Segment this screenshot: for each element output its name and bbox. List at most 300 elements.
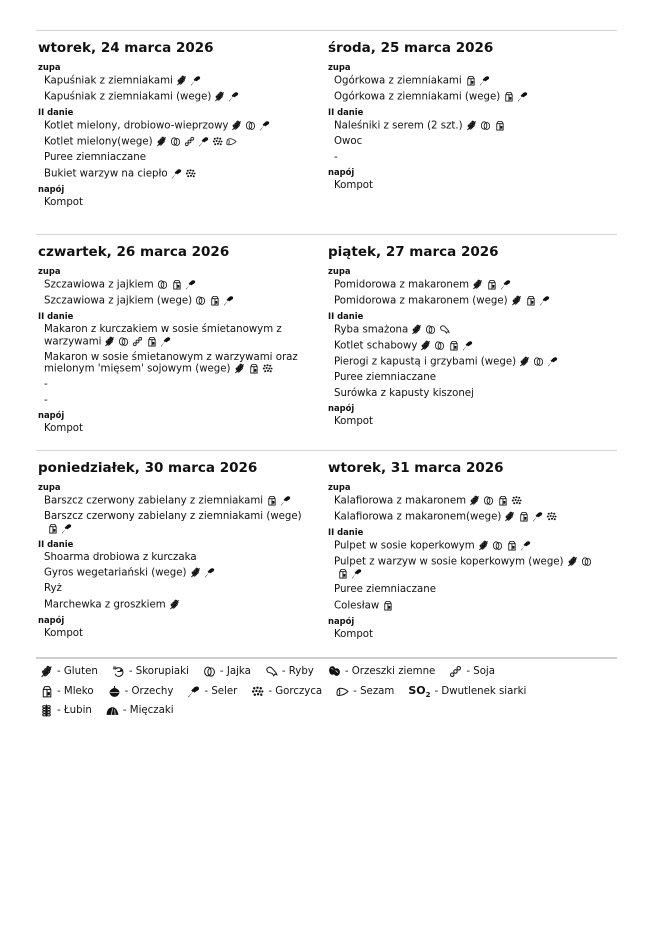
dish-item bbox=[328, 120, 596, 132]
jajka-allergen-icon bbox=[245, 120, 256, 131]
section-label: II danie bbox=[328, 107, 364, 117]
seler-icon-glyph bbox=[204, 567, 215, 578]
gluten-allergen-icon bbox=[40, 665, 53, 678]
jajka-allergen-icon bbox=[492, 540, 503, 551]
day-title: piątek, 27 marca 2026 bbox=[328, 244, 499, 260]
dish-item bbox=[328, 556, 596, 580]
gorczyca-icon-glyph bbox=[546, 511, 557, 522]
section-label: II danie bbox=[328, 527, 364, 537]
mleko-icon-glyph bbox=[171, 279, 182, 290]
seler-allergen-icon bbox=[532, 511, 543, 522]
legend-label: - Łubin bbox=[57, 705, 92, 717]
dish-name: Kompot bbox=[334, 628, 374, 640]
gluten-icon-glyph bbox=[40, 665, 53, 678]
mleko-icon-glyph bbox=[503, 91, 514, 102]
gluten-allergen-icon bbox=[519, 356, 530, 367]
dish-name: Kompot bbox=[44, 627, 84, 639]
dish-name: Surówka z kapusty kiszonej bbox=[334, 387, 474, 399]
legend-label: - Mięczaki bbox=[122, 705, 174, 717]
seler-icon-glyph bbox=[228, 91, 239, 102]
day-card bbox=[36, 460, 326, 657]
seler-icon-glyph bbox=[187, 685, 200, 698]
gluten-allergen-icon bbox=[214, 91, 225, 102]
dish-name: Kotlet mielony, drobiowo-wieprzowy bbox=[44, 120, 229, 132]
jajka-icon-glyph bbox=[195, 295, 206, 306]
gluten-allergen-icon bbox=[478, 540, 489, 551]
gluten-icon-glyph bbox=[466, 120, 477, 131]
dish-item bbox=[38, 91, 306, 103]
dish-item bbox=[328, 136, 596, 148]
skorupiaki-icon-glyph bbox=[112, 665, 125, 678]
ryby-icon-glyph bbox=[439, 324, 450, 335]
day-title: wtorek, 31 marca 2026 bbox=[328, 460, 504, 476]
dish-name: Kompot bbox=[334, 416, 374, 427]
dish-item bbox=[38, 511, 306, 535]
dish-name: Ogórkowa z ziemniakami bbox=[334, 75, 462, 87]
seler-icon-glyph bbox=[160, 336, 171, 347]
week-row bbox=[36, 450, 617, 659]
day-title: poniedziałek, 30 marca 2026 bbox=[38, 460, 258, 476]
soja-icon-glyph bbox=[449, 665, 462, 678]
dish-item bbox=[38, 423, 306, 435]
seler-allergen-icon bbox=[462, 340, 473, 351]
jajka-icon-glyph bbox=[492, 540, 503, 551]
legend-label: - Soja bbox=[466, 666, 495, 678]
gluten-icon-glyph bbox=[504, 511, 515, 522]
legend-item-jajka bbox=[203, 665, 251, 678]
gorczyca-icon-glyph bbox=[185, 168, 196, 179]
gorczyca-allergen-icon bbox=[546, 511, 557, 522]
dish-item bbox=[328, 372, 596, 384]
jajka-icon-glyph bbox=[170, 136, 181, 147]
week-row bbox=[36, 234, 617, 450]
seler-allergen-icon bbox=[228, 91, 239, 102]
dish-item bbox=[38, 120, 306, 132]
section-label: zupa bbox=[328, 62, 351, 72]
gluten-allergen-icon bbox=[504, 511, 515, 522]
allergen-legend bbox=[40, 662, 600, 721]
gluten-allergen-icon bbox=[231, 120, 242, 131]
menu-page bbox=[36, 30, 617, 659]
jajka-icon-glyph bbox=[203, 665, 216, 678]
seler-allergen-icon bbox=[185, 279, 196, 290]
soja-allergen-icon bbox=[132, 336, 143, 347]
seler-allergen-icon bbox=[539, 295, 550, 306]
seler-icon-glyph bbox=[539, 295, 550, 306]
seler-allergen-icon bbox=[61, 523, 72, 534]
so2-icon bbox=[408, 684, 430, 699]
dish-name: Kompot bbox=[44, 423, 84, 434]
dish-item bbox=[38, 279, 306, 291]
legend-label: - Gorczyca bbox=[268, 685, 323, 697]
gorczyca-allergen-icon bbox=[511, 495, 522, 506]
jajka-icon-glyph bbox=[245, 120, 256, 131]
jajka-icon-glyph bbox=[483, 495, 494, 506]
legend-label: - Orzeszki ziemne bbox=[344, 666, 436, 678]
seler-icon-glyph bbox=[259, 120, 270, 131]
gluten-icon-glyph bbox=[420, 340, 431, 351]
gluten-icon-glyph bbox=[156, 136, 167, 147]
dish-name: Kotlet schabowy bbox=[334, 340, 418, 352]
dish-item bbox=[328, 388, 596, 400]
dish-name: - bbox=[44, 394, 48, 406]
legend-label: - Skorupiaki bbox=[128, 666, 189, 678]
legend-item-skorupiaki bbox=[112, 665, 189, 678]
jajka-allergen-icon bbox=[157, 279, 168, 290]
legend-label: - Dwutlenek siarki bbox=[434, 685, 527, 697]
dish-item bbox=[38, 628, 306, 640]
section-label: napój bbox=[38, 183, 65, 194]
gluten-icon-glyph bbox=[214, 91, 225, 102]
soja-allergen-icon bbox=[184, 136, 195, 147]
dish-item bbox=[38, 152, 306, 164]
seler-icon-glyph bbox=[532, 511, 543, 522]
orzechy-icon-glyph bbox=[108, 685, 121, 698]
dish-item bbox=[38, 168, 306, 180]
dish-name: Szczawiowa z jajkiem (wege) bbox=[44, 295, 193, 307]
seler-icon-glyph bbox=[190, 75, 201, 86]
sezam-icon-glyph bbox=[336, 685, 349, 698]
mleko-allergen-icon bbox=[518, 511, 529, 522]
mieczaki-icon-glyph bbox=[106, 704, 119, 717]
gluten-icon-glyph bbox=[478, 540, 489, 551]
gluten-icon-glyph bbox=[169, 599, 180, 610]
soja-icon-glyph bbox=[184, 136, 195, 147]
mleko-icon-glyph bbox=[506, 540, 517, 551]
gluten-icon-glyph bbox=[472, 279, 483, 290]
legend-item-orzechy bbox=[108, 685, 174, 698]
legend-item-mleko bbox=[40, 685, 94, 698]
dish-item bbox=[38, 583, 306, 595]
gluten-allergen-icon bbox=[104, 336, 115, 347]
section-label: napój bbox=[38, 614, 65, 625]
gluten-allergen-icon bbox=[190, 567, 201, 578]
dish-item bbox=[38, 136, 306, 148]
legend-item-seler bbox=[187, 685, 237, 698]
legend-row bbox=[40, 701, 600, 721]
day-card bbox=[326, 40, 616, 234]
legend-item-gorczyca bbox=[251, 685, 322, 698]
seler-icon-glyph bbox=[351, 568, 362, 579]
legend-label: - Orzechy bbox=[124, 685, 174, 697]
gorczyca-allergen-icon bbox=[212, 136, 223, 147]
section-label: napój bbox=[38, 410, 65, 420]
section-label: II danie bbox=[38, 107, 74, 117]
jajka-allergen-icon bbox=[118, 336, 129, 347]
section-label: zupa bbox=[328, 482, 351, 492]
dish-name: Naleśniki z serem (2 szt.) bbox=[334, 120, 463, 132]
gluten-icon-glyph bbox=[176, 75, 187, 86]
dish-item bbox=[38, 324, 306, 348]
jajka-allergen-icon bbox=[425, 324, 436, 335]
week-row bbox=[36, 30, 617, 234]
dish-name: - bbox=[44, 379, 48, 390]
dish-name: Pomidorowa z makaronem bbox=[334, 279, 470, 291]
mieczaki-allergen-icon bbox=[106, 704, 119, 717]
jajka-icon-glyph bbox=[157, 279, 168, 290]
jajka-icon-glyph bbox=[434, 340, 445, 351]
dish-name: Puree ziemniaczane bbox=[334, 372, 436, 383]
dish-name: Shoarma drobiowa z kurczaka bbox=[44, 551, 197, 563]
section-label: zupa bbox=[38, 266, 61, 276]
section-label: II danie bbox=[328, 311, 364, 321]
legend-label: - Ryby bbox=[281, 666, 314, 678]
legend-label: - Mleko bbox=[57, 685, 94, 697]
seler-allergen-icon bbox=[204, 567, 215, 578]
section-label: II danie bbox=[38, 311, 74, 321]
ryby-allergen-icon bbox=[439, 324, 450, 335]
seler-allergen-icon bbox=[547, 356, 558, 367]
section-label: zupa bbox=[38, 62, 61, 72]
seler-allergen-icon bbox=[198, 136, 209, 147]
gorczyca-allergen-icon bbox=[251, 685, 264, 698]
mleko-icon-glyph bbox=[494, 120, 505, 131]
ryby-allergen-icon bbox=[265, 665, 278, 678]
dish-item bbox=[328, 356, 596, 368]
dish-item bbox=[328, 511, 596, 523]
gorczyca-allergen-icon bbox=[262, 363, 273, 374]
legend-item-sezam bbox=[336, 685, 394, 698]
gluten-icon-glyph bbox=[567, 556, 578, 567]
dish-item bbox=[38, 395, 306, 407]
skorupiaki-allergen-icon bbox=[112, 665, 125, 678]
dish-item bbox=[328, 540, 596, 552]
jajka-icon-glyph bbox=[533, 356, 544, 367]
mleko-icon-glyph bbox=[248, 363, 259, 374]
jajka-icon-glyph bbox=[581, 556, 592, 567]
dish-name: Ryż bbox=[44, 583, 62, 594]
legend-label: - Seler bbox=[204, 685, 238, 697]
seler-icon-glyph bbox=[517, 91, 528, 102]
mleko-icon-glyph bbox=[448, 340, 459, 351]
gorczyca-icon-glyph bbox=[511, 495, 522, 506]
dish-item bbox=[38, 75, 306, 87]
lubin-allergen-icon bbox=[40, 704, 53, 717]
mleko-allergen-icon bbox=[486, 279, 497, 290]
seler-allergen-icon bbox=[187, 685, 200, 698]
gluten-allergen-icon bbox=[472, 279, 483, 290]
dish-name: Makaron w sosie śmietanowym z warzywami oraz mielonym 'mięsem' sojowym (wege) bbox=[44, 351, 298, 375]
dish-item bbox=[328, 180, 596, 192]
dish-item bbox=[328, 75, 596, 87]
dish-item bbox=[38, 197, 306, 209]
legend-label: - Sezam bbox=[353, 685, 395, 697]
seler-allergen-icon bbox=[520, 540, 531, 551]
gluten-icon-glyph bbox=[234, 363, 245, 374]
seler-allergen-icon bbox=[351, 568, 362, 579]
day-title: wtorek, 24 marca 2026 bbox=[38, 40, 214, 56]
dish-name: Barszcz czerwony zabielany z ziemniakami (wege) bbox=[44, 511, 302, 522]
dish-item bbox=[328, 279, 596, 291]
dish-item bbox=[328, 152, 596, 164]
day-card bbox=[326, 244, 616, 450]
day-card bbox=[326, 460, 616, 657]
gluten-icon-glyph bbox=[469, 495, 480, 506]
dish-name: Pulpet w sosie koperkowym bbox=[334, 540, 475, 552]
soja-allergen-icon bbox=[449, 665, 462, 678]
legend-item-ryby bbox=[265, 665, 314, 678]
day-card bbox=[36, 40, 326, 234]
sezam-allergen-icon bbox=[336, 685, 349, 698]
mleko-allergen-icon bbox=[494, 120, 505, 131]
mleko-icon-glyph bbox=[486, 279, 497, 290]
dish-item bbox=[38, 495, 306, 507]
seler-allergen-icon bbox=[259, 120, 270, 131]
mleko-icon-glyph bbox=[146, 336, 157, 347]
dish-item bbox=[328, 416, 596, 428]
dish-name: Bukiet warzyw na ciepło bbox=[44, 168, 168, 179]
dish-item bbox=[38, 552, 306, 564]
section-label: napój bbox=[328, 615, 355, 626]
gluten-allergen-icon bbox=[411, 324, 422, 335]
dish-name: - bbox=[334, 151, 338, 163]
legend-item-gluten bbox=[40, 665, 98, 678]
seler-allergen-icon bbox=[517, 91, 528, 102]
dish-name: Kapuśniak z ziemniakami bbox=[44, 75, 173, 87]
seler-icon-glyph bbox=[61, 523, 72, 534]
seler-icon-glyph bbox=[171, 168, 182, 179]
dish-name: Puree ziemniaczane bbox=[44, 152, 146, 163]
dish-name: Kompot bbox=[44, 196, 84, 208]
legend-item-soja bbox=[449, 665, 495, 678]
gorczyca-icon-glyph bbox=[262, 363, 273, 374]
seler-allergen-icon bbox=[479, 75, 490, 86]
gluten-allergen-icon bbox=[234, 363, 245, 374]
jajka-icon-glyph bbox=[480, 120, 491, 131]
jajka-allergen-icon bbox=[203, 665, 216, 678]
section-label: napój bbox=[328, 403, 355, 413]
mleko-icon-glyph bbox=[209, 295, 220, 306]
dish-name: Barszcz czerwony zabielany z ziemniakami bbox=[44, 495, 264, 507]
seler-icon-glyph bbox=[223, 295, 234, 306]
mleko-allergen-icon bbox=[146, 336, 157, 347]
mleko-allergen-icon bbox=[47, 523, 58, 534]
seler-icon-glyph bbox=[462, 340, 473, 351]
seler-allergen-icon bbox=[160, 336, 171, 347]
legend-item-lubin bbox=[40, 704, 92, 717]
seler-icon-glyph bbox=[520, 540, 531, 551]
section-label: zupa bbox=[328, 266, 351, 276]
gluten-icon-glyph bbox=[190, 567, 201, 578]
mleko-allergen-icon bbox=[497, 495, 508, 506]
dish-item bbox=[38, 379, 306, 391]
gluten-allergen-icon bbox=[420, 340, 431, 351]
orzeszki-icon-glyph bbox=[328, 665, 341, 678]
mleko-allergen-icon bbox=[465, 75, 476, 86]
dish-name: Pierogi z kapustą i grzybami (wege) bbox=[334, 356, 517, 368]
mleko-allergen-icon bbox=[503, 91, 514, 102]
gorczyca-allergen-icon bbox=[185, 168, 196, 179]
gluten-allergen-icon bbox=[169, 599, 180, 610]
jajka-allergen-icon bbox=[170, 136, 181, 147]
orzechy-allergen-icon bbox=[108, 685, 121, 698]
mleko-allergen-icon bbox=[448, 340, 459, 351]
legend-item-so2 bbox=[408, 684, 526, 699]
dish-name: Ogórkowa z ziemniakami (wege) bbox=[334, 91, 501, 103]
mleko-icon-glyph bbox=[465, 75, 476, 86]
mleko-allergen-icon bbox=[248, 363, 259, 374]
dish-item bbox=[38, 599, 306, 611]
mleko-icon-glyph bbox=[337, 568, 348, 579]
dish-item bbox=[38, 295, 306, 307]
seler-allergen-icon bbox=[280, 495, 291, 506]
dish-item bbox=[38, 352, 306, 376]
mleko-allergen-icon bbox=[506, 540, 517, 551]
day-card bbox=[36, 244, 326, 450]
mleko-icon-glyph bbox=[497, 495, 508, 506]
mleko-icon-glyph bbox=[47, 523, 58, 534]
mleko-icon-glyph bbox=[525, 295, 536, 306]
seler-icon-glyph bbox=[185, 279, 196, 290]
dish-item bbox=[328, 629, 596, 641]
dish-item bbox=[328, 600, 596, 612]
gluten-allergen-icon bbox=[469, 495, 480, 506]
mleko-allergen-icon bbox=[382, 600, 393, 611]
gluten-icon-glyph bbox=[231, 120, 242, 131]
so2-subscript: 2 bbox=[425, 690, 431, 699]
mleko-allergen-icon bbox=[40, 685, 53, 698]
day-title: środa, 25 marca 2026 bbox=[328, 40, 494, 56]
dish-name: Puree ziemniaczane bbox=[334, 584, 436, 595]
dish-name: Marchewka z groszkiem bbox=[44, 599, 166, 610]
jajka-allergen-icon bbox=[434, 340, 445, 351]
lubin-icon-glyph bbox=[40, 704, 53, 717]
gorczyca-icon-glyph bbox=[212, 136, 223, 147]
dish-name: Owoc bbox=[334, 136, 363, 147]
jajka-allergen-icon bbox=[483, 495, 494, 506]
so2-symbol: SO bbox=[408, 683, 426, 697]
sezam-allergen-icon bbox=[226, 136, 237, 147]
legend-row bbox=[40, 682, 600, 702]
sezam-icon-glyph bbox=[226, 136, 237, 147]
day-title: czwartek, 26 marca 2026 bbox=[38, 244, 230, 260]
seler-allergen-icon bbox=[223, 295, 234, 306]
dish-item bbox=[328, 340, 596, 352]
legend-label: - Jajka bbox=[219, 666, 251, 678]
dish-name: Kompot bbox=[334, 180, 374, 191]
ryby-icon-glyph bbox=[265, 665, 278, 678]
gluten-icon-glyph bbox=[511, 295, 522, 306]
soja-icon-glyph bbox=[132, 336, 143, 347]
dish-item bbox=[328, 584, 596, 596]
seler-allergen-icon bbox=[190, 75, 201, 86]
mleko-icon-glyph bbox=[266, 495, 277, 506]
legend-item-mieczaki bbox=[106, 704, 174, 717]
mleko-icon-glyph bbox=[40, 685, 53, 698]
jajka-icon-glyph bbox=[425, 324, 436, 335]
jajka-icon-glyph bbox=[118, 336, 129, 347]
mleko-allergen-icon bbox=[171, 279, 182, 290]
gluten-allergen-icon bbox=[567, 556, 578, 567]
dish-name: Kotlet mielony(wege) bbox=[44, 136, 153, 148]
gorczyca-icon-glyph bbox=[251, 685, 264, 698]
gluten-allergen-icon bbox=[511, 295, 522, 306]
dish-name: Szczawiowa z jajkiem bbox=[44, 279, 154, 291]
legend-item-orzeszki bbox=[328, 665, 435, 678]
gluten-allergen-icon bbox=[466, 120, 477, 131]
mleko-allergen-icon bbox=[337, 568, 348, 579]
dish-name: Pulpet z warzyw w sosie koperkowym (wege) bbox=[334, 556, 564, 568]
jajka-allergen-icon bbox=[195, 295, 206, 306]
jajka-allergen-icon bbox=[581, 556, 592, 567]
dish-name: Colesław bbox=[334, 600, 380, 611]
seler-allergen-icon bbox=[171, 168, 182, 179]
seler-icon-glyph bbox=[280, 495, 291, 506]
dish-name: Makaron z kurczakiem w sosie śmietanowym z warzywami bbox=[44, 324, 282, 347]
dish-name: Kapuśniak z ziemniakami (wege) bbox=[44, 91, 212, 103]
dish-name: Pomidorowa z makaronem (wege) bbox=[334, 295, 508, 307]
mleko-allergen-icon bbox=[525, 295, 536, 306]
